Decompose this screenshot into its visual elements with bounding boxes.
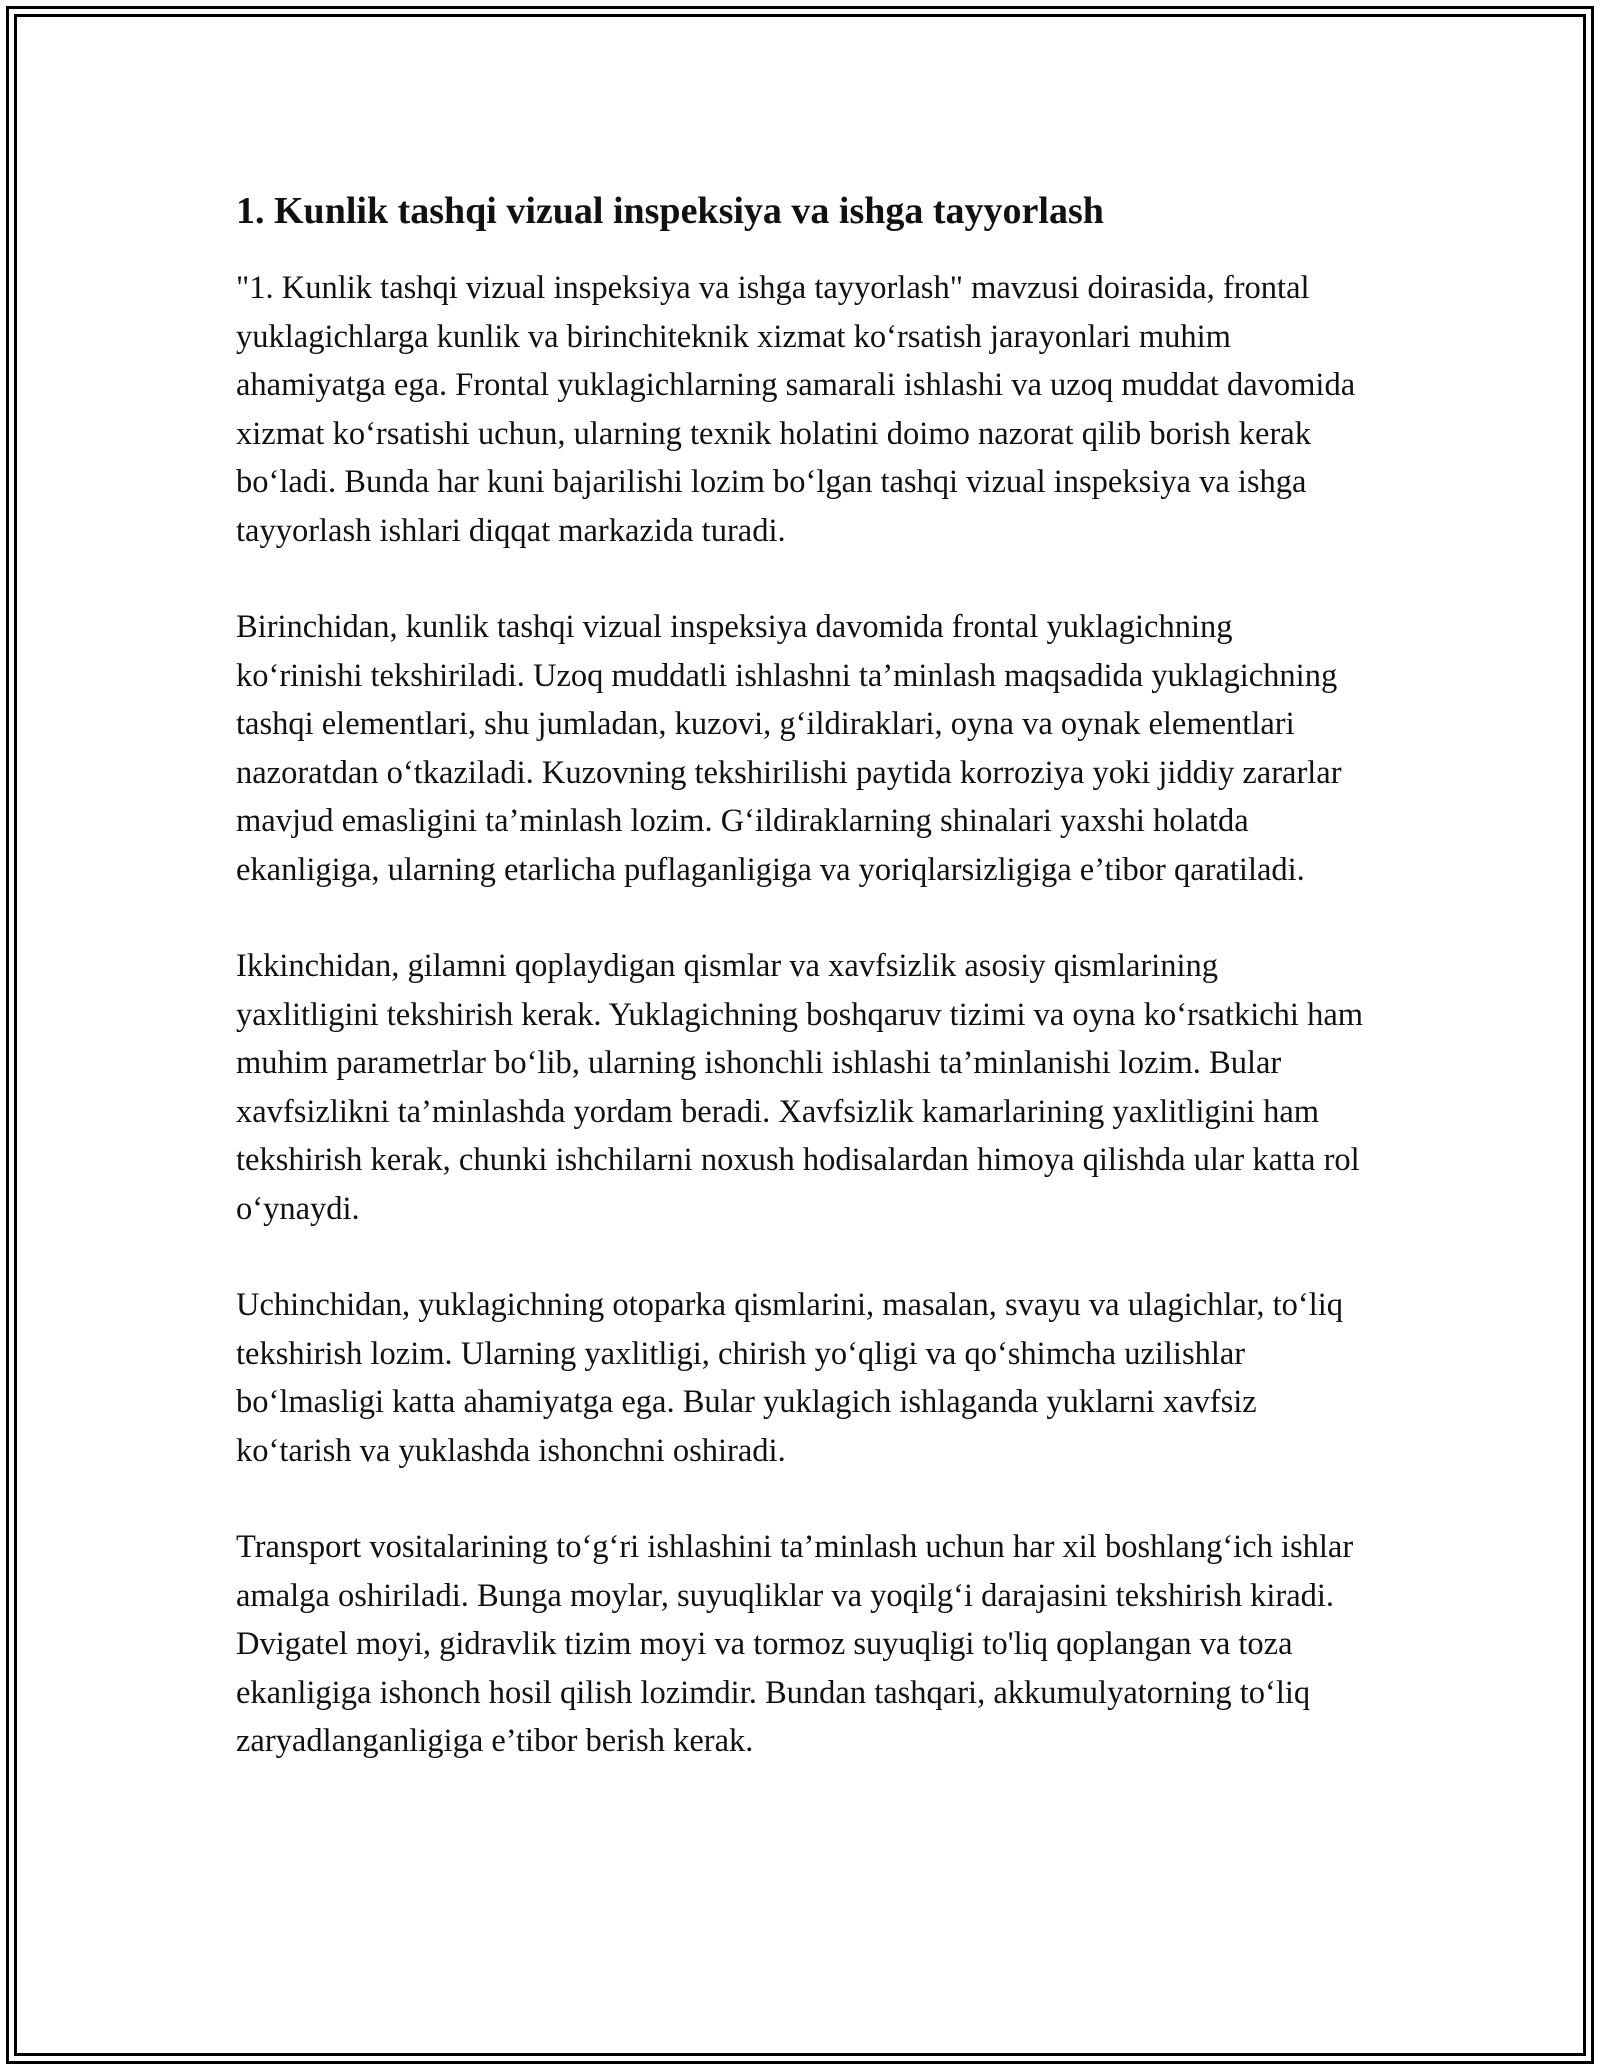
paragraph-intro: "1. Kunlik tashqi vizual inspeksiya va ishga tayyorlash" mavzusi doirasida, frontal yuklagichlarga kunlik va birinchiteknik xizmat ko‘rsatish jarayonlari muhim ahamiyatga ega. Frontal yuklagichlarning samarali ishlashi va uzoq muddat davomida xizmat ko‘rsatishi uchun, ularning texnik holatini doimo nazorat qilib borish kerak bo‘ladi. Bunda har kuni bajarilishi lozim bo‘lgan tashqi vizual inspeksiya va ishga tayyorlash ishlari diqqat markazida turadi.: [236, 270, 1356, 549]
paragraph-second: Ikkinchidan, gilamni qoplaydigan qismlar va xavfsizlik asosiy qismlarining yaxlitligini tekshirish kerak. Yuklagichning boshqaruv tizimi va oyna ko‘rsatkichi ham muhim parametrlar bo‘lib, ularning ishonchli ishlashi ta’minlanishi lozim. Bular xavfsizlikni ta’minlashda yordam beradi. Xavfsizlik kamarlarining yaxlitligini ham tekshirish kerak, chunki ishchilarni noxush hodisalardan himoya qilishda ular katta rol o‘ynaydi.: [236, 948, 1364, 1227]
paragraph-first: Birinchidan, kunlik tashqi vizual inspeksiya davomida frontal yuklagichning ko‘rinishi tekshiriladi. Uzoq muddatli ishlashni ta’minlash maqsadida yuklagichning tashqi elementlari, shu jumladan, kuzovi, g‘ildiraklari, oyna va oynak elementlari nazoratdan o‘tkaziladi. Kuzovning tekshirilishi paytida korroziya yoki jiddiy zararlar mavjud emasligini ta’minlash lozim. G‘ildiraklarning shinalari yaxshi holatda ekanligiga, ularning etarlicha puflaganligiga va yoriqlarsizligiga e’tibor qaratiladi.: [236, 609, 1342, 888]
paragraph-fourth: Transport vositalarining to‘g‘ri ishlashini ta’minlash uchun har xil boshlang‘ich ishlar amalga oshiriladi. Bunga moylar, suyuqliklar va yoqilg‘i darajasini tekshirish kiradi. Dvigatel moyi, gidravlik tizim moyi va tormoz suyuqligi to'liq qoplangan va toza ekanligiga ishonch hosil qilish lozimdir. Bundan tashqari, akkumulyatorning to‘liq zaryadlanganligiga e’tibor berish kerak.: [236, 1529, 1354, 1759]
paragraph-third: Uchinchidan, yuklagichning otoparka qismlarini, masalan, svayu va ulagichlar, to‘liq tekshirish lozim. Ularning yaxlitligi, chirish yo‘qligi va qo‘shimcha uzilishlar bo‘lmasligi katta ahamiyatga ega. Bular yuklagich ishlaganda yuklarni xavfsiz ko‘tarish va yuklashda ishonchni oshiradi.: [236, 1287, 1344, 1469]
document-body: [236, 186, 1366, 1814]
document-title: 1. Kunlik tashqi vizual inspeksiya va ishga tayyorlash: [236, 190, 1104, 232]
